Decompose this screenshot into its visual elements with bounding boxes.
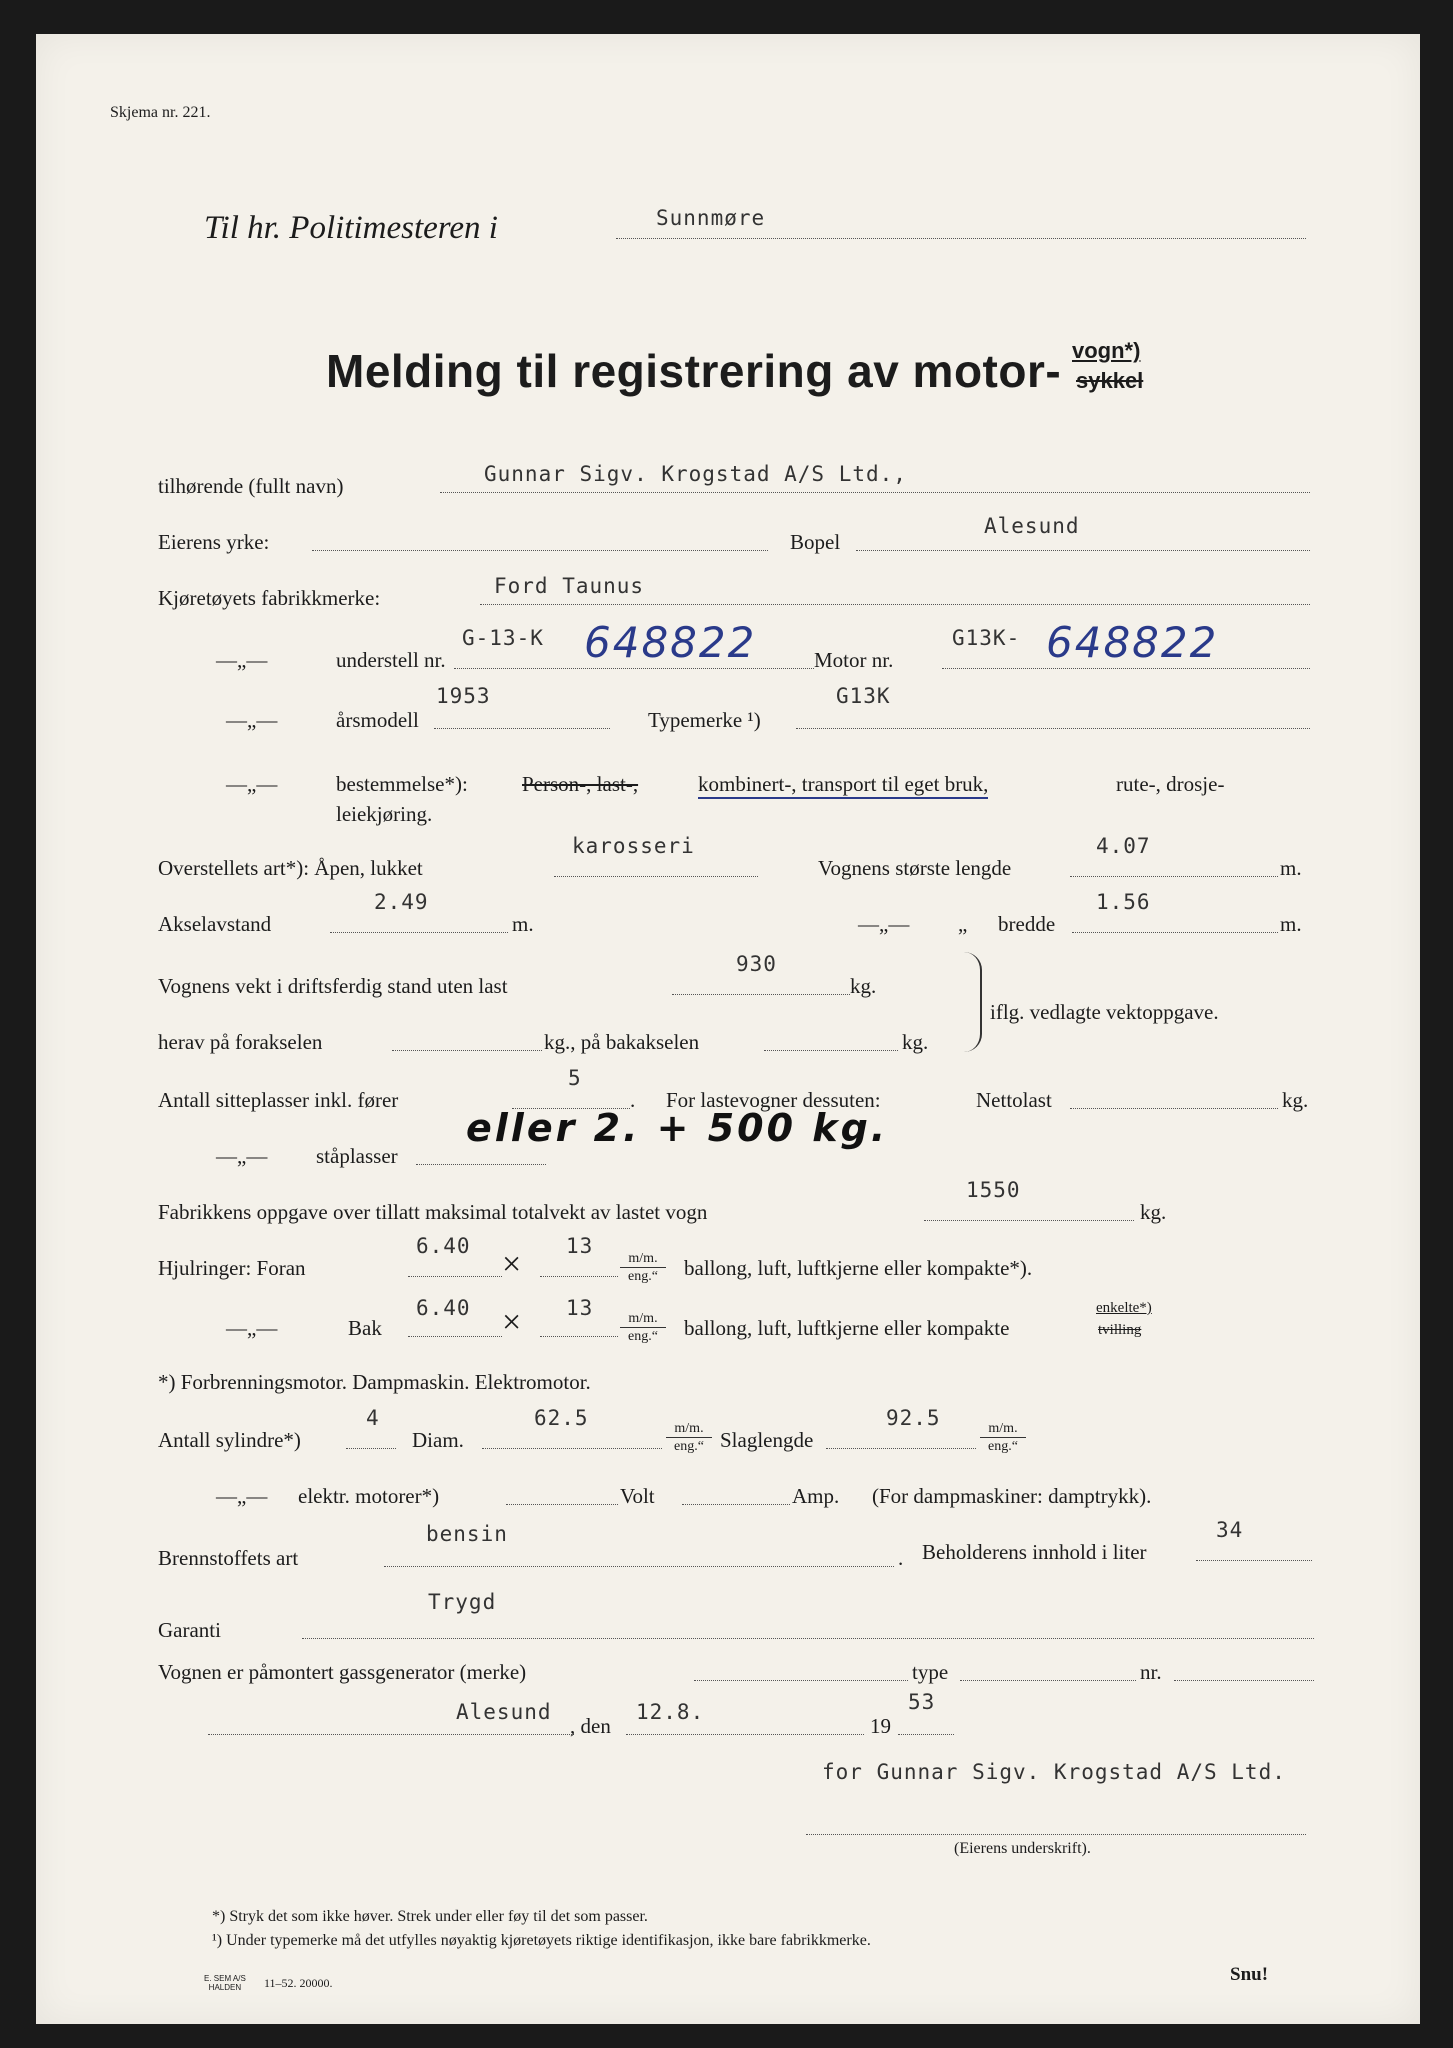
ditto-mark: —„— bbox=[226, 1316, 278, 1340]
turn-over-note: Snu! bbox=[1230, 1964, 1269, 1985]
date-place: Alesund bbox=[456, 1700, 552, 1724]
stroke-label: Slaglengde bbox=[720, 1428, 814, 1452]
stroke-value: 92.5 bbox=[886, 1406, 941, 1430]
owner-label: tilhørende (fullt navn) bbox=[158, 474, 344, 498]
chassis-typed: G-13-K bbox=[462, 626, 544, 650]
unit-kg: kg. bbox=[850, 974, 877, 998]
motor-handwritten: 648822 bbox=[1046, 618, 1219, 667]
cylinders-label: Antall sylindre*) bbox=[158, 1428, 301, 1452]
type-label: Typemerke ¹) bbox=[648, 708, 761, 732]
tank-label: Beholderens innhold i liter bbox=[922, 1540, 1147, 1564]
engine-types: *) Forbrenningsmotor. Dampmaskin. Elektromotor. bbox=[158, 1370, 591, 1394]
printer-name: E. SEM A/S HALDEN bbox=[204, 1974, 246, 1992]
axle-label: Akselavstand bbox=[158, 912, 272, 936]
unit-kg: kg. bbox=[1140, 1200, 1167, 1224]
form-number: Skjema nr. 221. bbox=[110, 104, 211, 121]
electric-label: elektr. motorer*) bbox=[298, 1484, 440, 1508]
fuel-label: Brennstoffets art bbox=[158, 1546, 299, 1570]
form-title: Melding til registrering av motor- bbox=[326, 345, 1062, 397]
fuel-dot: . bbox=[898, 1546, 904, 1570]
warranty-label: Garanti bbox=[158, 1618, 221, 1642]
volt-label: Volt bbox=[620, 1484, 655, 1508]
cylinders-value: 4 bbox=[366, 1406, 380, 1430]
wheels-rear-option-single: enkelte*) bbox=[1096, 1300, 1152, 1316]
model-label: årsmodell bbox=[336, 708, 419, 732]
gas-type-label: type bbox=[912, 1660, 949, 1684]
make-label: Kjøretøyets fabrikkmerke: bbox=[158, 586, 381, 610]
date-value: 12.8. bbox=[636, 1700, 705, 1724]
gas-nr-label: nr. bbox=[1140, 1660, 1162, 1684]
wheels-rear-size: 6.40 bbox=[416, 1296, 471, 1320]
ditto-mark: „ bbox=[958, 912, 968, 936]
ditto-mark: —„— bbox=[858, 912, 910, 936]
unit-fraction: m/m. eng.“ bbox=[620, 1250, 666, 1285]
amp-label: Amp. bbox=[792, 1484, 840, 1508]
max-weight-value: 1550 bbox=[966, 1178, 1021, 1202]
seats-dot: . bbox=[630, 1088, 636, 1112]
times-sign: × bbox=[502, 1246, 522, 1283]
date-den: , den bbox=[570, 1714, 611, 1738]
unit-fraction: m/m. eng.“ bbox=[980, 1420, 1026, 1455]
wheels-front-rim: 13 bbox=[566, 1234, 594, 1258]
signature-label: (Eierens underskrift). bbox=[954, 1840, 1091, 1857]
purpose-options-struck: Person-, last-, bbox=[522, 772, 639, 796]
ditto-mark: —„— bbox=[216, 1484, 268, 1508]
chassis-label: understell nr. bbox=[336, 648, 446, 672]
unit-kg: kg. bbox=[1282, 1088, 1309, 1112]
wheels-front-label: Hjulringer: Foran bbox=[158, 1256, 306, 1280]
make-value: Ford Taunus bbox=[494, 574, 645, 598]
addressee-value: Sunnmøre bbox=[656, 206, 766, 230]
wheels-rear-text: ballong, luft, luftkjerne eller kompakte bbox=[684, 1316, 1010, 1340]
length-label: Vognens største lengde bbox=[818, 856, 1012, 880]
printer-code: 11–52. 20000. bbox=[264, 1976, 333, 1990]
width-value: 1.56 bbox=[1096, 890, 1151, 914]
wheels-front-size: 6.40 bbox=[416, 1234, 471, 1258]
wheels-rear-label: Bak bbox=[348, 1316, 382, 1340]
unit-m: m. bbox=[512, 912, 534, 936]
weight-value: 930 bbox=[736, 952, 777, 976]
purpose-options-rest: rute-, drosje- bbox=[1116, 772, 1225, 796]
ditto-mark: —„— bbox=[216, 1144, 268, 1168]
signature-value: for Gunnar Sigv. Krogstad A/S Ltd. bbox=[822, 1760, 1286, 1784]
form-sheet bbox=[36, 34, 1420, 2024]
footnote-1: *) Stryk det som ikke høver. Strek under eller føy til det som passer. bbox=[212, 1908, 648, 1925]
motor-typed: G13K- bbox=[952, 626, 1021, 650]
bopel-value: Alesund bbox=[984, 514, 1080, 538]
standing-handwritten: eller 2. + 500 kg. bbox=[466, 1106, 889, 1150]
unit-m: m. bbox=[1280, 912, 1302, 936]
bopel-label: Bopel bbox=[790, 530, 841, 554]
owner-value: Gunnar Sigv. Krogstad A/S Ltd., bbox=[484, 462, 907, 486]
title-option-vogn: vogn*) bbox=[1072, 338, 1141, 363]
type-value: G13K bbox=[836, 684, 891, 708]
chassis-handwritten: 648822 bbox=[584, 618, 757, 667]
date-year: 53 bbox=[908, 1690, 936, 1714]
unit-kg: kg. bbox=[902, 1030, 929, 1054]
occupation-label: Eierens yrke: bbox=[158, 530, 270, 554]
motor-label: Motor nr. bbox=[814, 648, 894, 672]
tank-value: 34 bbox=[1216, 1518, 1244, 1542]
axle-value: 2.49 bbox=[374, 890, 429, 914]
lorry-label: For lastevogner dessuten: bbox=[666, 1088, 881, 1112]
addressee-label: Til hr. Politimesteren i bbox=[204, 210, 498, 246]
footnote-2: ¹) Under typemerke må det utfylles nøyaktig kjøretøyets riktige identifikasjon, ikke bare fabrikkmerke. bbox=[212, 1932, 871, 1949]
purpose-line2: leiekjøring. bbox=[336, 802, 433, 826]
title-option-sykkel: sykkel bbox=[1076, 368, 1144, 393]
front-axle-label: herav på forakselen bbox=[158, 1030, 323, 1054]
unit-m: m. bbox=[1280, 856, 1302, 880]
purpose-options-selected: kombinert-, transport til eget bruk, bbox=[698, 772, 988, 799]
length-value: 4.07 bbox=[1096, 834, 1151, 858]
date-century: 19 bbox=[870, 1714, 891, 1738]
standing-label: ståplasser bbox=[316, 1144, 398, 1168]
seats-label: Antall sitteplasser inkl. fører bbox=[158, 1088, 399, 1112]
weight-note: iflg. vedlagte vektoppgave. bbox=[990, 1000, 1219, 1024]
body-value: karosseri bbox=[572, 834, 695, 858]
diam-label: Diam. bbox=[412, 1428, 464, 1452]
ditto-mark: —„— bbox=[226, 708, 278, 732]
gas-generator-label: Vognen er påmontert gassgenerator (merke) bbox=[158, 1660, 527, 1684]
ditto-mark: —„— bbox=[216, 648, 268, 672]
width-label: bredde bbox=[998, 912, 1056, 936]
model-value: 1953 bbox=[436, 684, 491, 708]
wheels-front-text: ballong, luft, luftkjerne eller kompakte*). bbox=[684, 1256, 1033, 1280]
net-load-label: Nettolast bbox=[976, 1088, 1052, 1112]
body-label: Overstellets art*): Åpen, lukket bbox=[158, 856, 423, 880]
diam-value: 62.5 bbox=[534, 1406, 589, 1430]
fuel-value: bensin bbox=[426, 1522, 508, 1546]
rear-axle-label: kg., på bakakselen bbox=[544, 1030, 700, 1054]
wheels-rear-rim: 13 bbox=[566, 1296, 594, 1320]
steam-note: (For dampmaskiner: damptrykk). bbox=[872, 1484, 1152, 1508]
max-weight-label: Fabrikkens oppgave over tillatt maksimal totalvekt av lastet vogn bbox=[158, 1200, 708, 1224]
weight-label: Vognens vekt i driftsferdig stand uten last bbox=[158, 974, 508, 998]
times-sign: × bbox=[502, 1304, 522, 1341]
purpose-label: bestemmelse*): bbox=[336, 772, 468, 796]
ditto-mark: —„— bbox=[226, 772, 278, 796]
wheels-rear-option-twin: tvilling bbox=[1098, 1322, 1142, 1338]
seats-value: 5 bbox=[568, 1066, 582, 1090]
unit-fraction: m/m. eng.“ bbox=[666, 1420, 712, 1455]
warranty-value: Trygd bbox=[428, 1590, 497, 1614]
unit-fraction: m/m. eng.“ bbox=[620, 1310, 666, 1345]
